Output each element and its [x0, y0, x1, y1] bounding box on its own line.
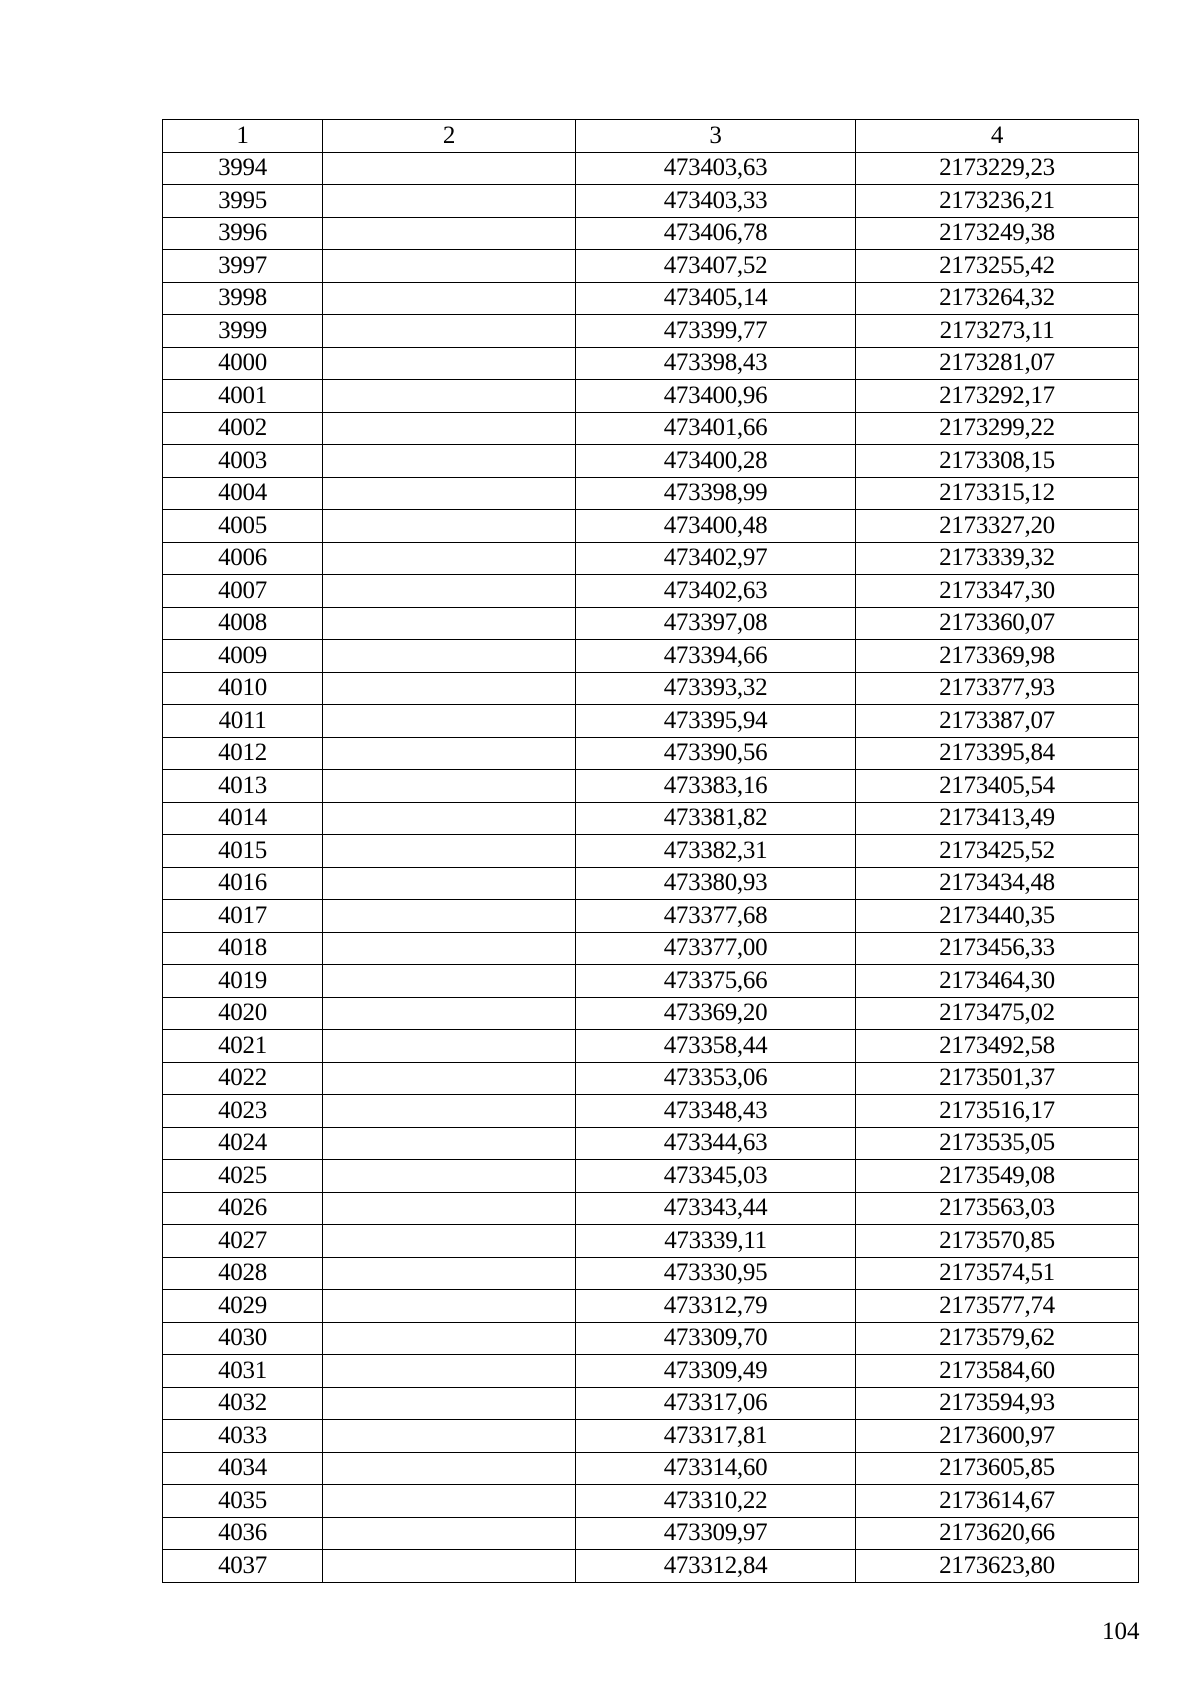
- point-number-cell: 4019: [163, 965, 323, 998]
- table-row: [163, 672, 1139, 705]
- empty-cell: [323, 575, 576, 608]
- x-coordinate-cell: 473382,31: [576, 835, 856, 868]
- column-header-1: 1: [163, 120, 323, 153]
- table-row: [163, 1030, 1139, 1063]
- x-coordinate-cell: 473344,63: [576, 1127, 856, 1160]
- y-coordinate-cell: 2173516,17: [856, 1095, 1139, 1128]
- point-number-cell: 4014: [163, 802, 323, 835]
- x-coordinate-cell: 473403,33: [576, 185, 856, 218]
- point-number-cell: 4034: [163, 1452, 323, 1485]
- point-number-cell: 4018: [163, 932, 323, 965]
- point-number-cell: 4009: [163, 640, 323, 673]
- table-row: [163, 802, 1139, 835]
- point-number-cell: 3998: [163, 282, 323, 315]
- table-body: [163, 152, 1139, 1582]
- x-coordinate-cell: 473398,99: [576, 477, 856, 510]
- x-coordinate-cell: 473310,22: [576, 1485, 856, 1518]
- table-row: [163, 347, 1139, 380]
- point-number-cell: 4025: [163, 1160, 323, 1193]
- x-coordinate-cell: 473401,66: [576, 412, 856, 445]
- empty-cell: [323, 802, 576, 835]
- point-number-cell: 4010: [163, 672, 323, 705]
- y-coordinate-cell: 2173584,60: [856, 1355, 1139, 1388]
- empty-cell: [323, 835, 576, 868]
- y-coordinate-cell: 2173464,30: [856, 965, 1139, 998]
- y-coordinate-cell: 2173339,32: [856, 542, 1139, 575]
- y-coordinate-cell: 2173264,32: [856, 282, 1139, 315]
- y-coordinate-cell: 2173395,84: [856, 737, 1139, 770]
- x-coordinate-cell: 473377,00: [576, 932, 856, 965]
- point-number-cell: 4036: [163, 1517, 323, 1550]
- empty-cell: [323, 282, 576, 315]
- empty-cell: [323, 1290, 576, 1323]
- x-coordinate-cell: 473402,97: [576, 542, 856, 575]
- table-row: [163, 380, 1139, 413]
- x-coordinate-cell: 473339,11: [576, 1225, 856, 1258]
- x-coordinate-cell: 473348,43: [576, 1095, 856, 1128]
- empty-cell: [323, 542, 576, 575]
- y-coordinate-cell: 2173308,15: [856, 445, 1139, 478]
- empty-cell: [323, 347, 576, 380]
- x-coordinate-cell: 473400,48: [576, 510, 856, 543]
- point-number-cell: 4037: [163, 1550, 323, 1583]
- empty-cell: [323, 737, 576, 770]
- y-coordinate-cell: 2173594,93: [856, 1387, 1139, 1420]
- column-header-3: 3: [576, 120, 856, 153]
- y-coordinate-cell: 2173249,38: [856, 217, 1139, 250]
- point-number-cell: 4017: [163, 900, 323, 933]
- point-number-cell: 4000: [163, 347, 323, 380]
- empty-cell: [323, 1550, 576, 1583]
- y-coordinate-cell: 2173501,37: [856, 1062, 1139, 1095]
- empty-cell: [323, 900, 576, 933]
- table-row: [163, 1192, 1139, 1225]
- empty-cell: [323, 1257, 576, 1290]
- y-coordinate-cell: 2173425,52: [856, 835, 1139, 868]
- y-coordinate-cell: 2173369,98: [856, 640, 1139, 673]
- table-row: [163, 412, 1139, 445]
- y-coordinate-cell: 2173434,48: [856, 867, 1139, 900]
- x-coordinate-cell: 473358,44: [576, 1030, 856, 1063]
- table-row: [163, 1160, 1139, 1193]
- y-coordinate-cell: 2173605,85: [856, 1452, 1139, 1485]
- y-coordinate-cell: 2173255,42: [856, 250, 1139, 283]
- x-coordinate-cell: 473314,60: [576, 1452, 856, 1485]
- point-number-cell: 4021: [163, 1030, 323, 1063]
- point-number-cell: 4004: [163, 477, 323, 510]
- x-coordinate-cell: 473393,32: [576, 672, 856, 705]
- x-coordinate-cell: 473309,97: [576, 1517, 856, 1550]
- point-number-cell: 4016: [163, 867, 323, 900]
- y-coordinate-cell: 2173600,97: [856, 1420, 1139, 1453]
- point-number-cell: 4028: [163, 1257, 323, 1290]
- table-row: [163, 1127, 1139, 1160]
- x-coordinate-cell: 473402,63: [576, 575, 856, 608]
- x-coordinate-cell: 473345,03: [576, 1160, 856, 1193]
- point-number-cell: 4023: [163, 1095, 323, 1128]
- y-coordinate-cell: 2173377,93: [856, 672, 1139, 705]
- empty-cell: [323, 1062, 576, 1095]
- empty-cell: [323, 315, 576, 348]
- point-number-cell: 4033: [163, 1420, 323, 1453]
- point-number-cell: 4011: [163, 705, 323, 738]
- y-coordinate-cell: 2173281,07: [856, 347, 1139, 380]
- y-coordinate-cell: 2173456,33: [856, 932, 1139, 965]
- table-row: [163, 1485, 1139, 1518]
- x-coordinate-cell: 473394,66: [576, 640, 856, 673]
- empty-cell: [323, 1485, 576, 1518]
- y-coordinate-cell: 2173229,23: [856, 152, 1139, 185]
- table-row: [163, 542, 1139, 575]
- point-number-cell: 4002: [163, 412, 323, 445]
- table-row: [163, 1387, 1139, 1420]
- table-row: [163, 1290, 1139, 1323]
- table-row: [163, 217, 1139, 250]
- y-coordinate-cell: 2173315,12: [856, 477, 1139, 510]
- x-coordinate-cell: 473381,82: [576, 802, 856, 835]
- x-coordinate-cell: 473380,93: [576, 867, 856, 900]
- point-number-cell: 4005: [163, 510, 323, 543]
- x-coordinate-cell: 473312,79: [576, 1290, 856, 1323]
- empty-cell: [323, 1127, 576, 1160]
- table-row: [163, 575, 1139, 608]
- table-row: [163, 152, 1139, 185]
- empty-cell: [323, 217, 576, 250]
- point-number-cell: 4026: [163, 1192, 323, 1225]
- x-coordinate-cell: 473317,06: [576, 1387, 856, 1420]
- x-coordinate-cell: 473399,77: [576, 315, 856, 348]
- x-coordinate-cell: 473375,66: [576, 965, 856, 998]
- point-number-cell: 3997: [163, 250, 323, 283]
- point-number-cell: 4022: [163, 1062, 323, 1095]
- y-coordinate-cell: 2173563,03: [856, 1192, 1139, 1225]
- x-coordinate-cell: 473317,81: [576, 1420, 856, 1453]
- x-coordinate-cell: 473330,95: [576, 1257, 856, 1290]
- table-row: [163, 315, 1139, 348]
- table-row: [163, 477, 1139, 510]
- x-coordinate-cell: 473309,70: [576, 1322, 856, 1355]
- table-row: [163, 770, 1139, 803]
- table-row: [163, 900, 1139, 933]
- x-coordinate-cell: 473400,96: [576, 380, 856, 413]
- table-row: [163, 250, 1139, 283]
- x-coordinate-cell: 473369,20: [576, 997, 856, 1030]
- table-row: [163, 965, 1139, 998]
- point-number-cell: 4031: [163, 1355, 323, 1388]
- point-number-cell: 4012: [163, 737, 323, 770]
- point-number-cell: 4032: [163, 1387, 323, 1420]
- table-row: [163, 1550, 1139, 1583]
- table-row: [163, 510, 1139, 543]
- point-number-cell: 4020: [163, 997, 323, 1030]
- table-row: [163, 705, 1139, 738]
- empty-cell: [323, 1192, 576, 1225]
- empty-cell: [323, 412, 576, 445]
- column-header-2: 2: [323, 120, 576, 153]
- x-coordinate-cell: 473390,56: [576, 737, 856, 770]
- x-coordinate-cell: 473405,14: [576, 282, 856, 315]
- y-coordinate-cell: 2173405,54: [856, 770, 1139, 803]
- empty-cell: [323, 1517, 576, 1550]
- y-coordinate-cell: 2173236,21: [856, 185, 1139, 218]
- table-row: [163, 1095, 1139, 1128]
- empty-cell: [323, 1322, 576, 1355]
- empty-cell: [323, 1160, 576, 1193]
- y-coordinate-cell: 2173273,11: [856, 315, 1139, 348]
- table-row: [163, 867, 1139, 900]
- x-coordinate-cell: 473343,44: [576, 1192, 856, 1225]
- point-number-cell: 3999: [163, 315, 323, 348]
- y-coordinate-cell: 2173360,07: [856, 607, 1139, 640]
- y-coordinate-cell: 2173570,85: [856, 1225, 1139, 1258]
- empty-cell: [323, 965, 576, 998]
- point-number-cell: 4006: [163, 542, 323, 575]
- table-row: [163, 737, 1139, 770]
- table-row: [163, 640, 1139, 673]
- y-coordinate-cell: 2173574,51: [856, 1257, 1139, 1290]
- table-row: [163, 607, 1139, 640]
- y-coordinate-cell: 2173475,02: [856, 997, 1139, 1030]
- empty-cell: [323, 1030, 576, 1063]
- y-coordinate-cell: 2173614,67: [856, 1485, 1139, 1518]
- empty-cell: [323, 1387, 576, 1420]
- point-number-cell: 4003: [163, 445, 323, 478]
- coordinates-table: [162, 119, 1139, 1583]
- table-row: [163, 445, 1139, 478]
- table-row: [163, 1322, 1139, 1355]
- point-number-cell: 4030: [163, 1322, 323, 1355]
- table-row: [163, 185, 1139, 218]
- y-coordinate-cell: 2173292,17: [856, 380, 1139, 413]
- x-coordinate-cell: 473353,06: [576, 1062, 856, 1095]
- x-coordinate-cell: 473406,78: [576, 217, 856, 250]
- empty-cell: [323, 152, 576, 185]
- x-coordinate-cell: 473397,08: [576, 607, 856, 640]
- table-row: [163, 1225, 1139, 1258]
- point-number-cell: 3996: [163, 217, 323, 250]
- point-number-cell: 4008: [163, 607, 323, 640]
- empty-cell: [323, 997, 576, 1030]
- x-coordinate-cell: 473398,43: [576, 347, 856, 380]
- table-header: [163, 120, 1139, 153]
- y-coordinate-cell: 2173492,58: [856, 1030, 1139, 1063]
- y-coordinate-cell: 2173577,74: [856, 1290, 1139, 1323]
- empty-cell: [323, 705, 576, 738]
- x-coordinate-cell: 473407,52: [576, 250, 856, 283]
- x-coordinate-cell: 473377,68: [576, 900, 856, 933]
- y-coordinate-cell: 2173549,08: [856, 1160, 1139, 1193]
- point-number-cell: 4013: [163, 770, 323, 803]
- point-number-cell: 4027: [163, 1225, 323, 1258]
- page-number: 104: [1102, 1618, 1140, 1645]
- table-row: [163, 1257, 1139, 1290]
- empty-cell: [323, 1355, 576, 1388]
- empty-cell: [323, 1420, 576, 1453]
- x-coordinate-cell: 473309,49: [576, 1355, 856, 1388]
- table-row: [163, 1062, 1139, 1095]
- empty-cell: [323, 1095, 576, 1128]
- table-row: [163, 1517, 1139, 1550]
- point-number-cell: 4007: [163, 575, 323, 608]
- empty-cell: [323, 607, 576, 640]
- empty-cell: [323, 510, 576, 543]
- table-row: [163, 1452, 1139, 1485]
- empty-cell: [323, 250, 576, 283]
- x-coordinate-cell: 473383,16: [576, 770, 856, 803]
- table-row: [163, 997, 1139, 1030]
- y-coordinate-cell: 2173623,80: [856, 1550, 1139, 1583]
- table-row: [163, 1420, 1139, 1453]
- point-number-cell: 4024: [163, 1127, 323, 1160]
- y-coordinate-cell: 2173579,62: [856, 1322, 1139, 1355]
- empty-cell: [323, 477, 576, 510]
- y-coordinate-cell: 2173620,66: [856, 1517, 1139, 1550]
- empty-cell: [323, 380, 576, 413]
- point-number-cell: 4015: [163, 835, 323, 868]
- point-number-cell: 4029: [163, 1290, 323, 1323]
- table-row: [163, 932, 1139, 965]
- empty-cell: [323, 640, 576, 673]
- x-coordinate-cell: 473312,84: [576, 1550, 856, 1583]
- y-coordinate-cell: 2173535,05: [856, 1127, 1139, 1160]
- empty-cell: [323, 185, 576, 218]
- empty-cell: [323, 1225, 576, 1258]
- empty-cell: [323, 1452, 576, 1485]
- point-number-cell: 3994: [163, 152, 323, 185]
- empty-cell: [323, 867, 576, 900]
- point-number-cell: 3995: [163, 185, 323, 218]
- column-header-4: 4: [856, 120, 1139, 153]
- table-row: [163, 1355, 1139, 1388]
- x-coordinate-cell: 473400,28: [576, 445, 856, 478]
- table-row: [163, 835, 1139, 868]
- y-coordinate-cell: 2173387,07: [856, 705, 1139, 738]
- empty-cell: [323, 932, 576, 965]
- y-coordinate-cell: 2173347,30: [856, 575, 1139, 608]
- y-coordinate-cell: 2173413,49: [856, 802, 1139, 835]
- x-coordinate-cell: 473395,94: [576, 705, 856, 738]
- empty-cell: [323, 770, 576, 803]
- point-number-cell: 4001: [163, 380, 323, 413]
- y-coordinate-cell: 2173327,20: [856, 510, 1139, 543]
- y-coordinate-cell: 2173440,35: [856, 900, 1139, 933]
- point-number-cell: 4035: [163, 1485, 323, 1518]
- empty-cell: [323, 445, 576, 478]
- x-coordinate-cell: 473403,63: [576, 152, 856, 185]
- table-row: [163, 282, 1139, 315]
- header-row: [163, 120, 1139, 153]
- y-coordinate-cell: 2173299,22: [856, 412, 1139, 445]
- empty-cell: [323, 672, 576, 705]
